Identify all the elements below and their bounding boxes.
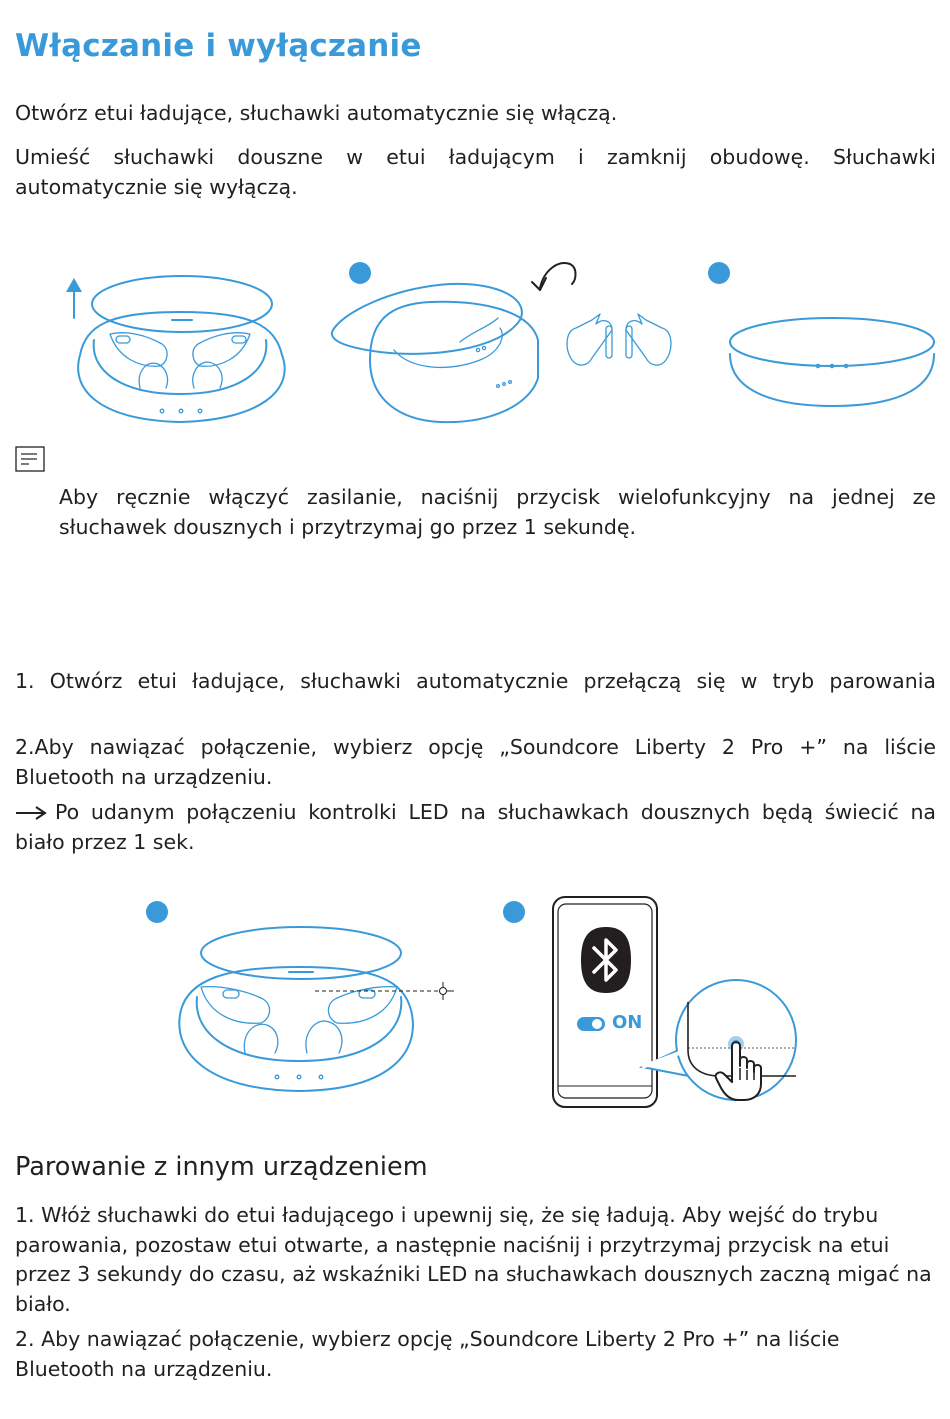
pairing-result-text: Po udanym połączeniu kontrolki LED na słuchawkach dousznych będą świecić na biało przez 1 sek. [15, 800, 936, 854]
step-dot-icon [145, 900, 169, 924]
right-arrow-icon [15, 806, 47, 820]
other-device-step-2: 2. Aby nawiązać połączenie, wybierz opcję „Soundcore Liberty 2 Pro +” na liście Bluetooth na urządzeniu. [15, 1327, 840, 1381]
section-title-other-device: Parowanie z innym urządzeniem [15, 1152, 428, 1182]
pairing-result [15, 797, 936, 857]
step-dot-icon [707, 261, 731, 285]
step-dot-icon [502, 900, 526, 924]
pairing-step-1: 1. Otwórz etui ładujące, słuchawki automatycznie przełączą się w tryb parowania [15, 669, 936, 693]
open-case-pairing-illustration [175, 925, 465, 1095]
closed-case-illustration [726, 314, 940, 410]
toggle-switch-icon [576, 1016, 606, 1032]
case-with-earbuds-illustration [330, 280, 690, 430]
section-title-power: Włączanie i wyłączanie [15, 28, 422, 64]
pairing-step-2: 2.Aby nawiązać połączenie, wybierz opcję „Soundcore Liberty 2 Pro +” na liście Bluetooth na urządzeniu. [15, 735, 936, 789]
power-on-text: Otwórz etui ładujące, słuchawki automatycznie się włączą. [15, 101, 618, 125]
power-off-text: Umieść słuchawki douszne w etui ładującym i zamknij obudowę. Słuchawki automatycznie się wyłączą. [15, 145, 936, 199]
toggle-label: ON [612, 1012, 643, 1033]
open-case-illustration [60, 270, 300, 430]
manual-power-note: Aby ręcznie włączyć zasilanie, naciśnij przycisk wielofunkcyjny na jednej ze słuchawek dousznych i przytrzymaj go przez 1 sekundę. [59, 485, 936, 539]
other-device-step-1: 1. Włóż słuchawki do etui ładującego i upewnij się, że się ładują. Aby wejść do trybu parowania, pozostaw etui otwarte, a następnie naciśnij i przytrzymaj przycisk na etui przez 3 sekundy do czasu, aż wskaźniki LED na słuchawkach dousznych zaczną migać na biało. [15, 1203, 932, 1316]
bluetooth-icon [580, 926, 632, 994]
note-icon [15, 446, 45, 472]
pointing-hand-icon [714, 1040, 766, 1102]
